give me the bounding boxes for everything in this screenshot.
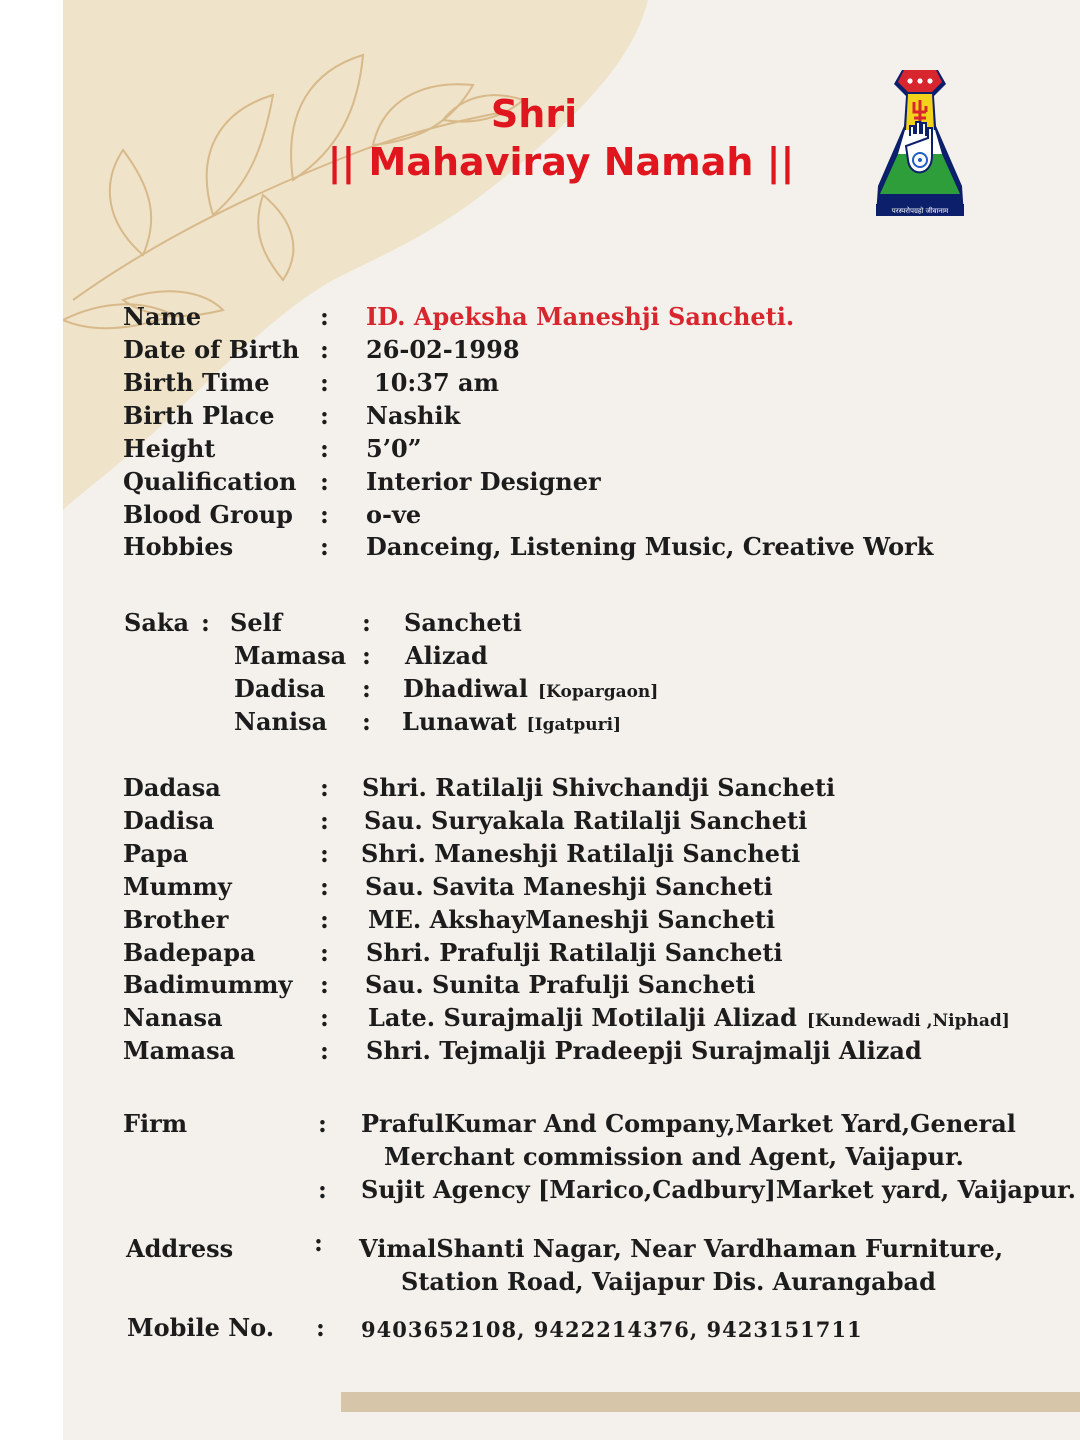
firm-label: Firm xyxy=(123,1109,188,1138)
personal-colon: : xyxy=(320,302,329,331)
family-value: Shri. Prafulji Ratilalji Sancheti xyxy=(366,938,783,967)
address-label: Address xyxy=(126,1234,234,1263)
family-label: Badimummy xyxy=(123,970,293,999)
header-title-namah: || Mahaviray Namah || xyxy=(327,140,795,184)
family-colon: : xyxy=(320,773,329,802)
family-label: Brother xyxy=(123,905,229,934)
personal-value: o-ve xyxy=(366,500,422,529)
personal-label: Birth Time xyxy=(123,368,270,397)
family-label: Dadasa xyxy=(123,773,221,802)
saka-row-colon: : xyxy=(362,707,371,736)
family-colon: : xyxy=(320,1003,329,1032)
family-colon: : xyxy=(320,970,329,999)
family-colon: : xyxy=(320,872,329,901)
personal-value: 10:37 am xyxy=(374,368,499,397)
family-label: Mamasa xyxy=(123,1036,236,1065)
personal-colon: : xyxy=(320,500,329,529)
personal-label: Height xyxy=(123,434,216,463)
saka-value: Alizad xyxy=(405,641,488,670)
personal-value: Danceing, Listening Music, Creative Work xyxy=(366,532,934,561)
personal-label: Hobbies xyxy=(123,532,234,561)
personal-label: Blood Group xyxy=(123,500,293,529)
personal-colon: : xyxy=(320,434,329,463)
saka-value-note: [Kopargaon] xyxy=(538,682,659,702)
family-value-note: [Kundewadi ,Niphad] xyxy=(806,1011,1010,1031)
firm-line-1: PrafulKumar And Company,Market Yard,General xyxy=(361,1109,1016,1138)
family-colon: : xyxy=(320,1036,329,1065)
personal-value: Nashik xyxy=(366,401,461,430)
personal-label: Date of Birth xyxy=(123,335,300,364)
saka-row-colon: : xyxy=(362,641,371,670)
family-value: Sau. Savita Maneshji Sancheti xyxy=(365,872,773,901)
saka-relation: Self xyxy=(230,608,283,637)
mobile-numbers: 9403652108, 9422214376, 9423151711 xyxy=(361,1317,863,1342)
saka-relation: Mamasa xyxy=(234,641,347,670)
saka-value-text: Lunawat xyxy=(402,707,517,736)
family-label: Badepapa xyxy=(123,938,256,967)
saka-value xyxy=(402,707,621,740)
family-value: ME. AkshayManeshji Sancheti xyxy=(368,905,776,934)
header-title-shri: Shri xyxy=(490,92,578,136)
jain-symbol-icon xyxy=(872,66,968,220)
mobile-label: Mobile No. xyxy=(127,1313,275,1342)
personal-colon: : xyxy=(320,467,329,496)
saka-row-colon: : xyxy=(362,674,371,703)
saka-relation: Dadisa xyxy=(234,674,326,703)
personal-value: 26-02-1998 xyxy=(366,335,520,364)
personal-label: Name xyxy=(123,302,202,331)
saka-value: Sancheti xyxy=(404,608,522,637)
family-colon: : xyxy=(320,938,329,967)
svg-text:परस्परोपग्रहो जीवानाम: परस्परोपग्रहो जीवानाम xyxy=(891,207,949,215)
saka-row-colon: : xyxy=(362,608,371,637)
firm-line-2: Merchant commission and Agent, Vaijapur. xyxy=(384,1142,964,1171)
family-label: Nanasa xyxy=(123,1003,223,1032)
family-value: Shri. Ratilalji Shivchandji Sancheti xyxy=(362,773,836,802)
family-value: Sau. Sunita Prafulji Sancheti xyxy=(365,970,756,999)
personal-colon: : xyxy=(320,401,329,430)
firm-colon-2: : xyxy=(318,1175,327,1204)
family-value xyxy=(368,1003,1010,1036)
saka-label: Saka xyxy=(124,608,190,637)
personal-colon: : xyxy=(320,532,329,561)
saka-value-note: [Igatpuri] xyxy=(526,715,622,735)
firm-line-3: Sujit Agency [Marico,Cadbury]Market yard, Vaijapur. xyxy=(361,1175,1076,1204)
family-value: Sau. Suryakala Ratilalji Sancheti xyxy=(364,806,808,835)
family-colon: : xyxy=(320,839,329,868)
personal-colon: : xyxy=(320,368,329,397)
personal-value: 5’0” xyxy=(366,434,422,463)
personal-label: Birth Place xyxy=(123,401,275,430)
saka-value xyxy=(403,674,658,707)
personal-colon: : xyxy=(320,335,329,364)
saka-relation: Nanisa xyxy=(234,707,328,736)
candidate-name: ID. Apeksha Maneshji Sancheti. xyxy=(366,302,795,331)
family-colon: : xyxy=(320,905,329,934)
personal-value: Interior Designer xyxy=(366,467,601,496)
mobile-colon: : xyxy=(316,1313,325,1342)
family-value: Shri. Maneshji Ratilalji Sancheti xyxy=(361,839,801,868)
personal-label: Qualification xyxy=(123,467,297,496)
family-colon: : xyxy=(320,806,329,835)
family-value-text: Late. Surajmalji Motilalji Alizad xyxy=(368,1003,797,1032)
address-line-1: VimalShanti Nagar, Near Vardhaman Furniture, xyxy=(359,1234,1004,1263)
address-line-2: Station Road, Vaijapur Dis. Aurangabad xyxy=(401,1267,936,1296)
family-label: Dadisa xyxy=(123,806,215,835)
family-label: Papa xyxy=(123,839,189,868)
saka-value-text: Dhadiwal xyxy=(403,674,529,703)
family-value: Shri. Tejmalji Pradeepji Surajmalji Alizad xyxy=(366,1036,922,1065)
address-colon: : xyxy=(314,1228,323,1257)
firm-colon: : xyxy=(318,1109,327,1138)
family-label: Mummy xyxy=(123,872,232,901)
saka-colon: : xyxy=(201,608,210,637)
